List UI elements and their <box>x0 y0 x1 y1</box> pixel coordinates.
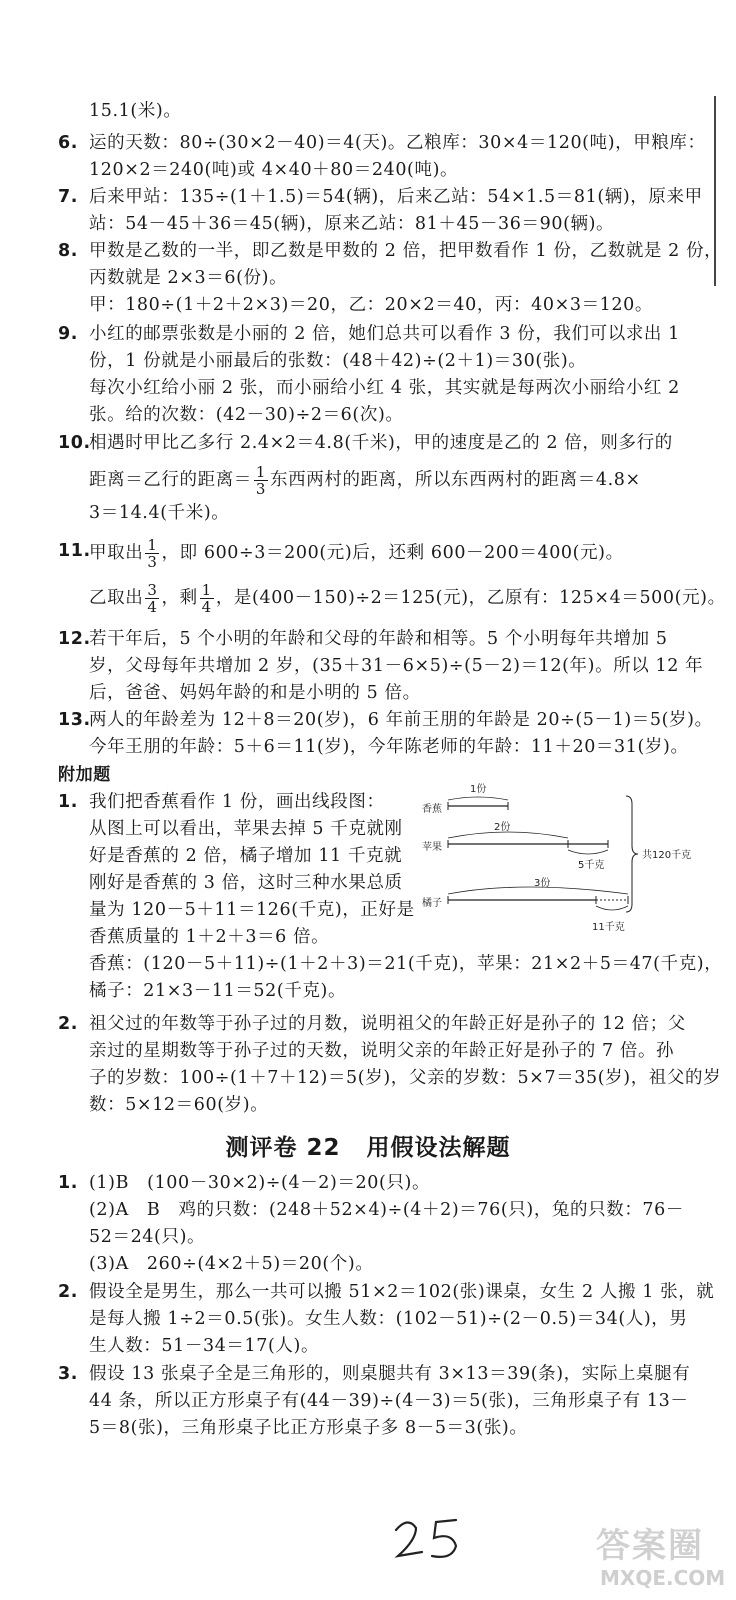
text-line: 量为 120－5＋11＝126(千克)，正好是 <box>89 900 415 920</box>
text-segment: 乙取出 <box>89 588 144 608</box>
text-segment: 甲取出 <box>89 543 144 563</box>
extra-section-heading: 附加题 <box>58 765 111 785</box>
fraction <box>145 537 159 570</box>
text-line: 3＝14.4(千米)。 <box>89 503 230 523</box>
problem-number: 3. <box>58 1364 79 1384</box>
problem-number: 13. <box>58 710 91 730</box>
text-line: 甲：180÷(1＋2＋2×3)＝20，乙：20×2＝40，丙：40×3＝120。 <box>89 295 653 315</box>
text-line: 相遇时甲比乙多行 2.4×2＝4.8(千米)，甲的速度是乙的 2 倍，则多行的 <box>89 433 673 453</box>
text-line: 甲数是乙数的一半，即乙数是甲数的 2 倍，把甲数看作 1 份，乙数就是 2 份， <box>89 241 723 261</box>
watermark-domain: MXQE.COM <box>600 1566 726 1590</box>
text-line: 今年王朋的年龄：5＋6＝11(岁)，今年陈老师的年龄：11＋20＝31(岁)。 <box>89 737 689 757</box>
text-line-with-fraction <box>89 582 726 615</box>
fraction-denominator: 4 <box>201 598 212 616</box>
problem-number: 1. <box>58 1173 79 1193</box>
text-line: 张。给的次数：(42－30)÷2＝6(次)。 <box>89 405 404 425</box>
problem-number: 2. <box>58 1014 79 1034</box>
fraction <box>145 582 159 615</box>
text-segment: ，剩 <box>161 588 198 608</box>
brace <box>596 906 628 910</box>
text-line: 两人的年龄差为 12＋8＝20(岁)，6 年前王朋的年龄是 20÷(5－1)＝5(岁)。 <box>89 710 713 730</box>
fraction-numerator: 1 <box>201 581 212 599</box>
text-line: 若干年后，5 个小明的年龄和父母的年龄和相等。5 个小明每年共增加 5 <box>89 629 668 649</box>
text-line: (3)A 260÷(4×2＋5)＝20(个)。 <box>89 1254 374 1274</box>
watermark-text: 答案圈 <box>596 1526 704 1566</box>
text-segment: ，即 600÷3＝200(元)后，还剩 600－200＝400(元)。 <box>161 543 624 563</box>
text-line: 15.1(米)。 <box>89 101 182 121</box>
problem-number: 12. <box>58 629 91 649</box>
text-line: 数：5×12＝60(岁)。 <box>89 1095 269 1115</box>
label-eleven-kg: 11千克 <box>592 922 625 933</box>
text-line: 祖父过的年数等于孙子过的月数，说明祖父的年龄正好是孙子的 12 倍；父 <box>89 1014 686 1034</box>
text-line: 我们把香蕉看作 1 份，画出线段图： <box>89 792 385 812</box>
text-line: 是每人搬 1÷2＝0.5(张)。女生人数：(102－51)÷(2－0.5)＝34(人)，男 <box>89 1309 688 1329</box>
text-line: (1)B (100－30×2)÷(4－2)＝20(只)。 <box>89 1173 431 1193</box>
text-line: 站：54－45＋36＝45(辆)，原来乙站：81＋45－36＝90(辆)。 <box>89 214 615 234</box>
problem-number: 9. <box>58 324 79 344</box>
fraction-numerator: 1 <box>255 463 267 481</box>
watermark <box>596 1518 736 1600</box>
total-brace <box>626 796 638 912</box>
section-title-label: 测评卷 22 <box>225 1135 341 1161</box>
text-line: 香蕉质量的 1＋2＋3＝6 倍。 <box>89 927 330 947</box>
text-line: 后，爸爸、妈妈年龄的和是小明的 5 倍。 <box>89 683 421 703</box>
fraction <box>200 582 214 615</box>
label-apple: 苹果 <box>422 842 442 853</box>
text-line: 假设 13 张桌子全是三角形的，则桌腿共有 3×13＝39(条)，实际上桌腿有 <box>89 1364 691 1384</box>
fraction-denominator: 4 <box>147 598 158 616</box>
label-five-kg: 5千克 <box>578 860 605 871</box>
text-line: 子的岁数：100÷(1＋7＋12)＝5(岁)，父亲的岁数：5×7＝35(岁)，祖父的岁 <box>89 1068 722 1088</box>
label-banana: 香蕉 <box>422 804 442 815</box>
text-line: 52＝24(只)。 <box>89 1227 206 1247</box>
fraction-numerator: 3 <box>147 581 158 599</box>
label-one-part: 1份 <box>470 784 487 795</box>
text-segment: ，是(400－150)÷2＝125(元)，乙原有：125×4＝500(元)。 <box>215 588 726 608</box>
text-line: (2)A B 鸡的只数：(248＋52×4)÷(4＋2)＝76(只)，兔的只数：76－ <box>89 1200 684 1220</box>
text-line: 5＝8(张)，三角形桌子比正方形桌子多 8－5＝3(张)。 <box>89 1418 528 1438</box>
text-line: 后来甲站：135÷(1＋1.5)＝54(辆)，后来乙站：54×1.5＝81(辆)，原来甲 <box>89 187 703 207</box>
label-two-parts: 2份 <box>494 822 511 833</box>
text-line: 亲过的星期数等于孙子过的天数，说明父亲的年龄正好是孙子的 7 倍。孙 <box>89 1041 675 1061</box>
text-segment: 距离＝乙行的距离＝ <box>89 470 252 490</box>
problem-number: 7. <box>58 187 79 207</box>
fraction-denominator: 3 <box>147 553 158 571</box>
fraction-numerator: 1 <box>147 536 158 554</box>
text-line: 岁，父母每年共增加 2 岁，(35＋31－6×5)÷(5－2)＝12(年)。所以 12 年 <box>89 656 704 676</box>
section-title-topic: 用假设法解题 <box>366 1135 511 1161</box>
brace <box>448 797 508 800</box>
line-segment-diagram <box>418 780 718 938</box>
text-line: 120×2＝240(吨)或 4×40＋80＝240(吨)。 <box>89 160 459 180</box>
brace <box>568 850 608 854</box>
text-line: 好是香蕉的 2 倍，橘子增加 11 千克就 <box>89 846 403 866</box>
fraction <box>254 464 268 497</box>
text-line-with-fraction <box>89 537 624 570</box>
text-line: 刚好是香蕉的 3 倍，这时三种水果总质 <box>89 873 403 893</box>
problem-number: 2. <box>58 1282 79 1302</box>
handwritten-digit-5 <box>432 1520 456 1557</box>
problem-number: 1. <box>58 792 79 812</box>
text-line: 生人数：51－34＝17(人)。 <box>89 1336 320 1356</box>
text-line: 从图上可以看出，苹果去掉 5 千克就刚 <box>89 819 403 839</box>
text-line: 运的天数：80÷(30×2－40)＝4(天)。乙粮库：30×4＝120(吨)，甲粮库： <box>89 133 706 153</box>
text-line: 丙数就是 2×3＝6(份)。 <box>89 268 288 288</box>
text-line: 44 条，所以正方形桌子有(44－39)÷(4－3)＝5(张)，三角形桌子有 13－ <box>89 1391 689 1411</box>
fraction-denominator: 3 <box>255 480 267 498</box>
text-line: 假设全是男生，那么一共可以搬 51×2＝102(张)课桌，女生 2 人搬 1 张，就 <box>89 1282 715 1302</box>
text-line: 每次小红给小丽 2 张，而小丽给小红 4 张，其实就是每两次小丽给小红 2 <box>89 378 680 398</box>
handwritten-page-number <box>386 1510 476 1570</box>
text-line: 香蕉：(120－5＋11)÷(1＋2＋3)＝21(千克)，苹果：21×2＋5＝47(千克)， <box>89 954 723 974</box>
section-title <box>0 1129 736 1162</box>
text-segment: 东西两村的距离，所以东西两村的距离＝4.8× <box>270 470 641 490</box>
text-line-with-fraction <box>89 464 641 497</box>
text-line: 橘子：21×3－11＝52(千克)。 <box>89 981 347 1001</box>
problem-number: 10. <box>58 433 91 453</box>
label-three-parts: 3份 <box>534 878 551 889</box>
problem-number: 8. <box>58 241 79 261</box>
problem-number: 6. <box>58 133 79 153</box>
label-orange: 橘子 <box>422 898 442 909</box>
handwritten-digit-2 <box>396 1522 422 1556</box>
text-line: 份，1 份就是小丽最后的张数：(48＋42)÷(2＋1)＝30(张)。 <box>89 351 587 371</box>
problem-number: 11. <box>58 541 91 561</box>
label-total: 共120千克 <box>642 850 692 861</box>
text-line: 小红的邮票张数是小丽的 2 倍，她们总共可以看作 3 份，我们可以求出 1 <box>89 324 680 344</box>
